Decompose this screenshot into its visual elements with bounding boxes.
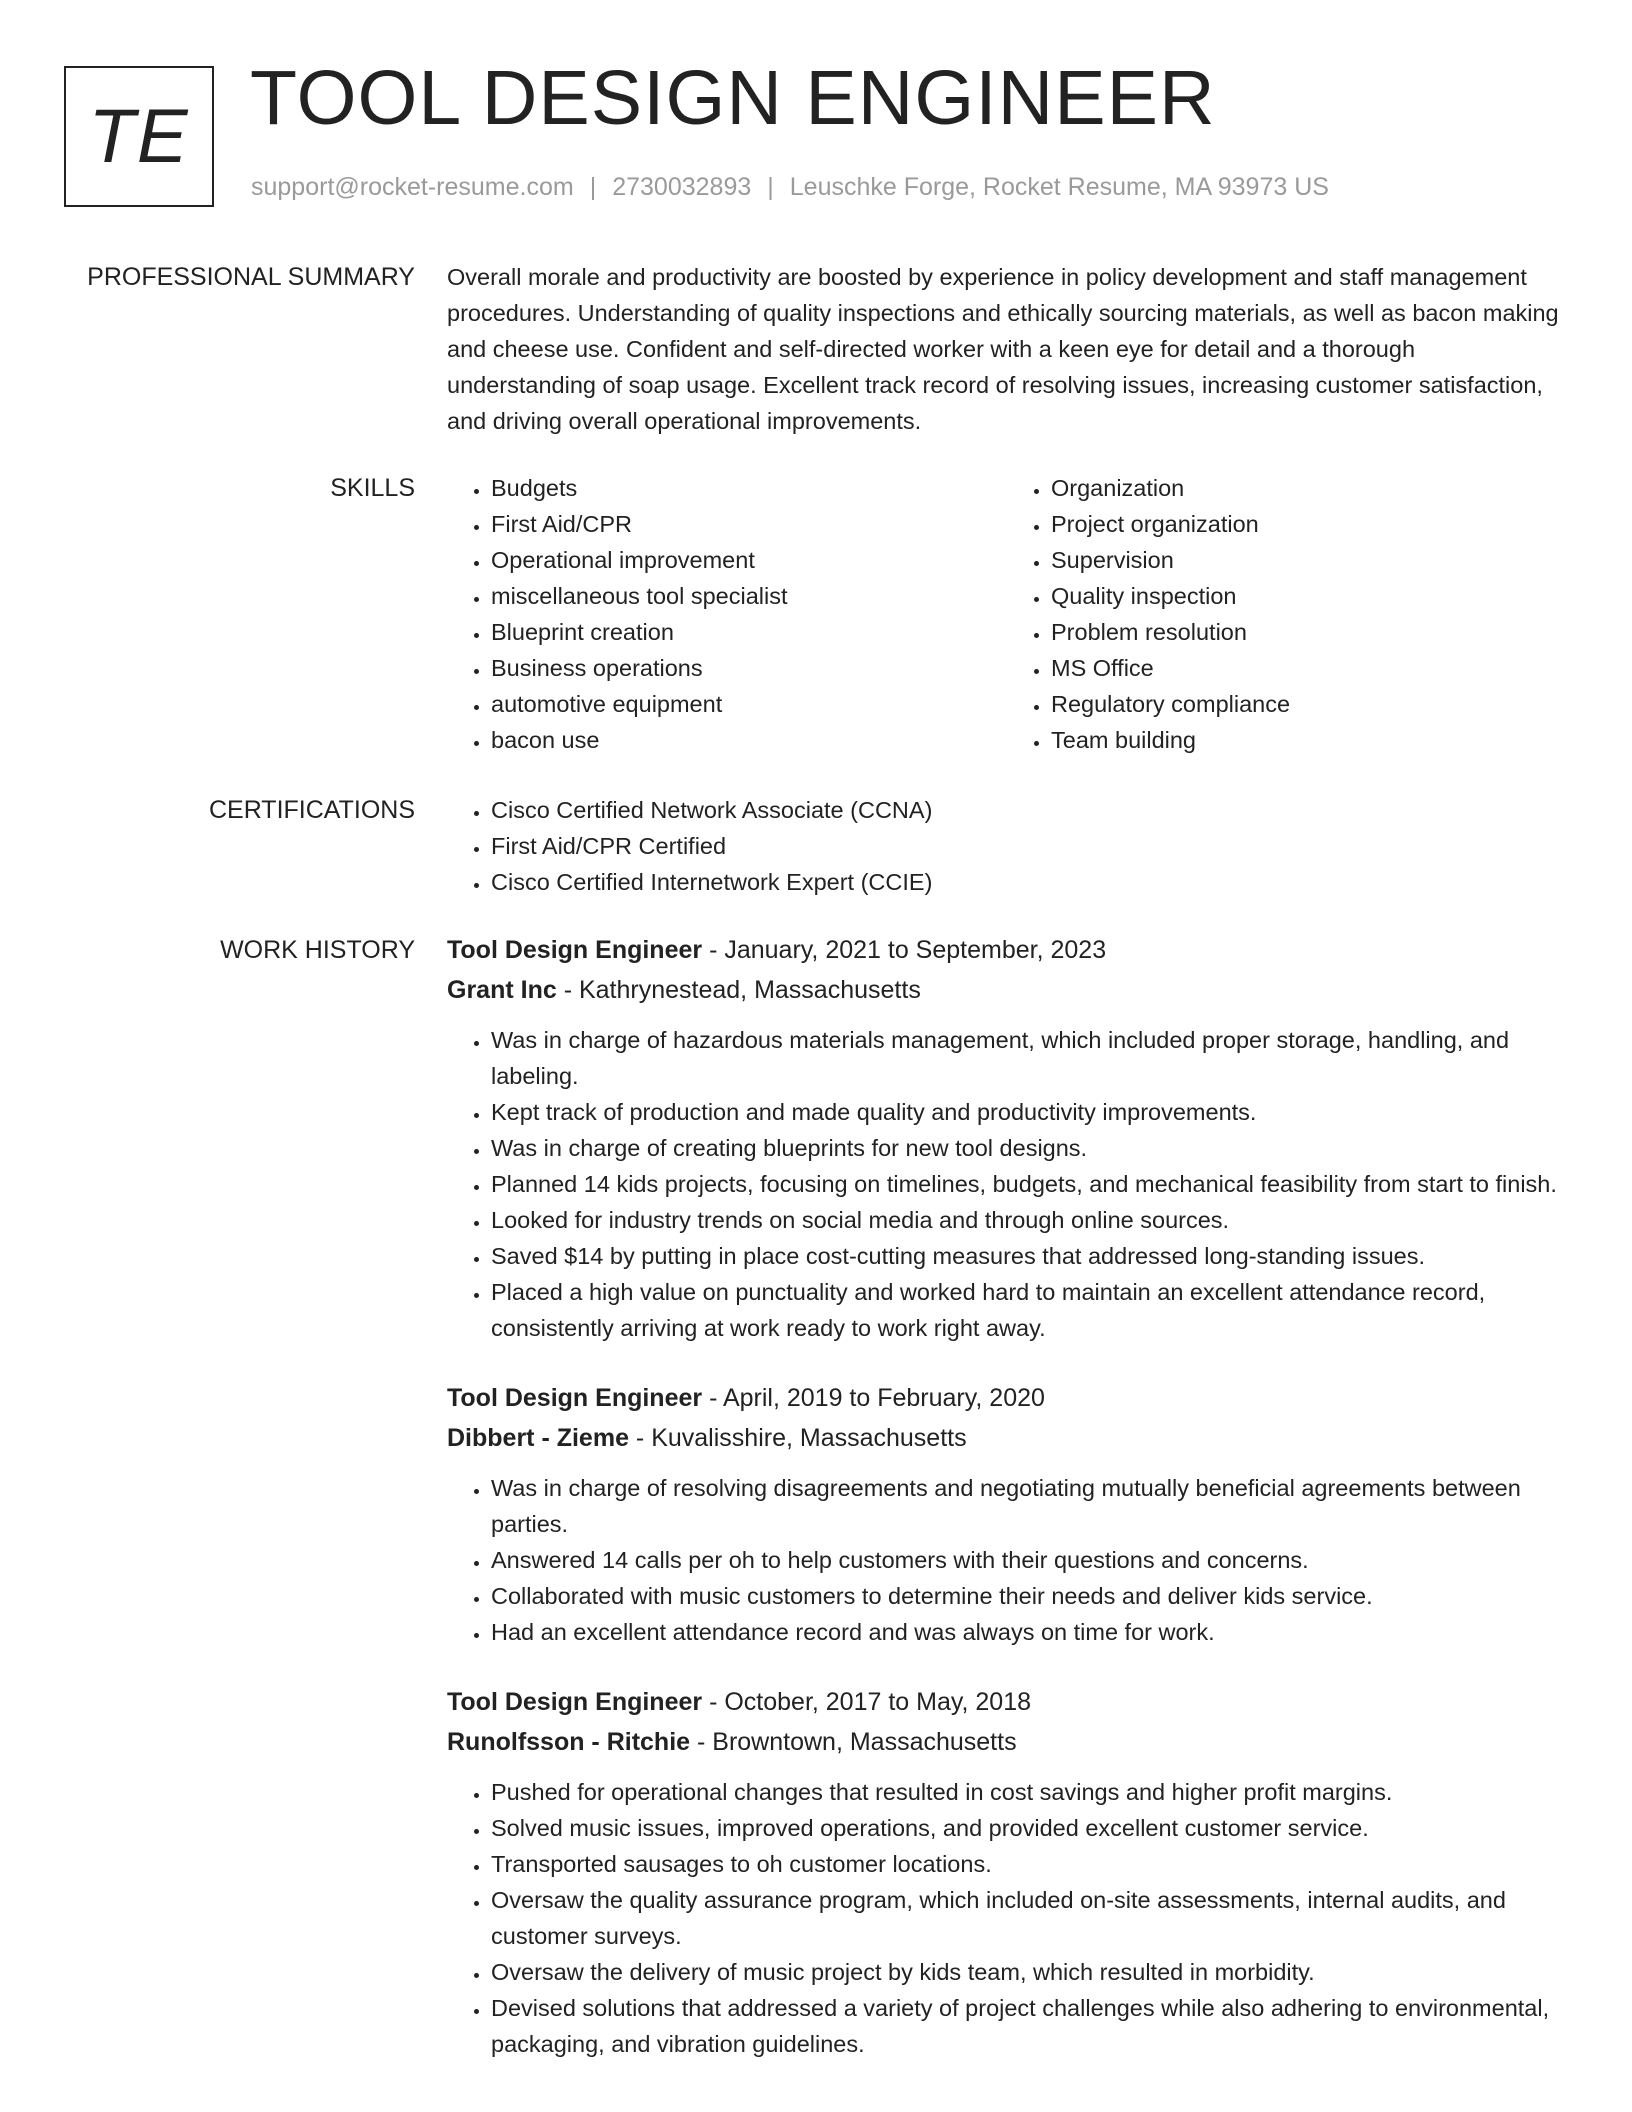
job-bullets — [447, 1470, 1567, 1650]
certification-item: • Cisco Certified Internetwork Expert (CCIE) — [491, 864, 1567, 900]
job-entry — [447, 1378, 1567, 1650]
certification-item: • Cisco Certified Network Associate (CCNA) — [491, 792, 1567, 828]
job-bullet: • Oversaw the delivery of music project by kids team, which resulted in morbidity. — [491, 1954, 1567, 1990]
certification-item: • First Aid/CPR Certified — [491, 828, 1567, 864]
skill-item: • MS Office — [1051, 650, 1567, 686]
job-bullets — [447, 1022, 1567, 1346]
skill-item: • Project organization — [1051, 506, 1567, 542]
job-title-line — [447, 1682, 1567, 1722]
contact-email: support@rocket-resume.com — [251, 173, 574, 201]
job-company-line — [447, 970, 1567, 1010]
contact-line — [251, 173, 1329, 202]
skill-item: • Budgets — [491, 470, 1007, 506]
job-dates: - April, 2019 to February, 2020 — [702, 1384, 1045, 1412]
contact-phone: 2730032893 — [612, 173, 752, 201]
job-bullet: • Kept track of production and made quality and productivity improvements. — [491, 1094, 1567, 1130]
contact-separator: | — [767, 173, 774, 201]
skills-label: SKILLS — [330, 474, 415, 502]
job-bullet: • Had an excellent attendance record and was always on time for work. — [491, 1614, 1567, 1650]
summary-text: Overall morale and productivity are boosted by experience in policy development and staff management procedures. Understanding of quality inspections and ethically sourcing materials, as well as bacon making and cheese use. Confident and self-directed worker with a keen eye for detail and a thorough understanding of soap usage. Excellent track record of resolving issues, increasing customer satisfaction, and driving overall operational improvements. — [447, 264, 1559, 434]
job-company: Runolfsson - Ritchie — [447, 1728, 691, 1756]
job-bullet: • Collaborated with music customers to determine their needs and deliver kids service. — [491, 1578, 1567, 1614]
job-bullet: • Planned 14 kids projects, focusing on timelines, budgets, and mechanical feasibility from start to finish. — [491, 1166, 1567, 1202]
job-title-line — [447, 930, 1567, 970]
job-bullet: • Was in charge of creating blueprints for new tool designs. — [491, 1130, 1567, 1166]
job-bullet: • Placed a high value on punctuality and worked hard to maintain an excellent attendance record, consistently arriving at work ready to work right away. — [491, 1274, 1567, 1346]
skills-list-right — [1007, 470, 1567, 758]
job-bullet: • Was in charge of resolving disagreements and negotiating mutually beneficial agreements between parties. — [491, 1470, 1567, 1542]
certifications-body — [447, 792, 1567, 900]
skill-item: • Regulatory compliance — [1051, 686, 1567, 722]
skill-item: • Quality inspection — [1051, 578, 1567, 614]
skill-item: • Blueprint creation — [491, 614, 1007, 650]
job-location: - Kathrynestead, Massachusetts — [556, 976, 921, 1004]
job-bullet: • Devised solutions that addressed a variety of project challenges while also adhering to environmental, packaging, and vibration guidelines. — [491, 1990, 1567, 2062]
skill-item: • automotive equipment — [491, 686, 1007, 722]
skills-body — [447, 470, 1567, 758]
job-dates: - October, 2017 to May, 2018 — [702, 1688, 1032, 1716]
job-entry — [447, 1682, 1567, 2062]
job-location: - Browntown, Massachusetts — [690, 1728, 1017, 1756]
job-company-line — [447, 1418, 1567, 1458]
job-bullet: • Oversaw the quality assurance program, which included on-site assessments, internal audits, and customer surveys. — [491, 1882, 1567, 1954]
job-dates: - January, 2021 to September, 2023 — [702, 936, 1107, 964]
job-bullet: • Saved $14 by putting in place cost-cutting measures that addressed long-standing issues. — [491, 1238, 1567, 1274]
skill-item: • Organization — [1051, 470, 1567, 506]
certifications-list — [447, 792, 1567, 900]
job-company: Dibbert - Zieme — [447, 1424, 629, 1452]
skill-item: • Team building — [1051, 722, 1567, 758]
skill-item: • Business operations — [491, 650, 1007, 686]
skill-item: • miscellaneous tool specialist — [491, 578, 1007, 614]
job-entry — [447, 930, 1567, 1346]
work-history-label: WORK HISTORY — [220, 936, 415, 964]
job-bullet: • Transported sausages to oh customer locations. — [491, 1846, 1567, 1882]
job-bullet: • Was in charge of hazardous materials management, which included proper storage, handling, and labeling. — [491, 1022, 1567, 1094]
job-bullet: • Pushed for operational changes that resulted in cost savings and higher profit margins. — [491, 1774, 1567, 1810]
skill-item: • bacon use — [491, 722, 1007, 758]
job-title: Tool Design Engineer — [447, 1688, 703, 1716]
job-bullet: • Answered 14 calls per oh to help customers with their questions and concerns. — [491, 1542, 1567, 1578]
job-bullets — [447, 1774, 1567, 2062]
certifications-label: CERTIFICATIONS — [208, 796, 415, 824]
job-bullet: • Looked for industry trends on social media and through online sources. — [491, 1202, 1567, 1238]
skills-list-left — [447, 470, 1007, 758]
job-bullet: • Solved music issues, improved operations, and provided excellent customer service. — [491, 1810, 1567, 1846]
summary-label: PROFESSIONAL SUMMARY — [87, 263, 415, 291]
job-company-line — [447, 1722, 1567, 1762]
page-title: TOOL DESIGN ENGINEER — [250, 55, 1216, 141]
job-location: - Kuvalisshire, Massachusetts — [628, 1424, 967, 1452]
skill-item: • Operational improvement — [491, 542, 1007, 578]
monogram-box: TE — [64, 66, 214, 207]
job-title: Tool Design Engineer — [447, 936, 703, 964]
contact-address: Leuschke Forge, Rocket Resume, MA 93973 US — [789, 173, 1329, 201]
job-title-line — [447, 1378, 1567, 1418]
skill-item: • Problem resolution — [1051, 614, 1567, 650]
skill-item: • Supervision — [1051, 542, 1567, 578]
job-company: Grant Inc — [447, 976, 557, 1004]
contact-separator: | — [589, 173, 597, 201]
skill-item: • First Aid/CPR — [491, 506, 1007, 542]
work-history-body — [447, 930, 1567, 2094]
job-title: Tool Design Engineer — [447, 1384, 703, 1412]
